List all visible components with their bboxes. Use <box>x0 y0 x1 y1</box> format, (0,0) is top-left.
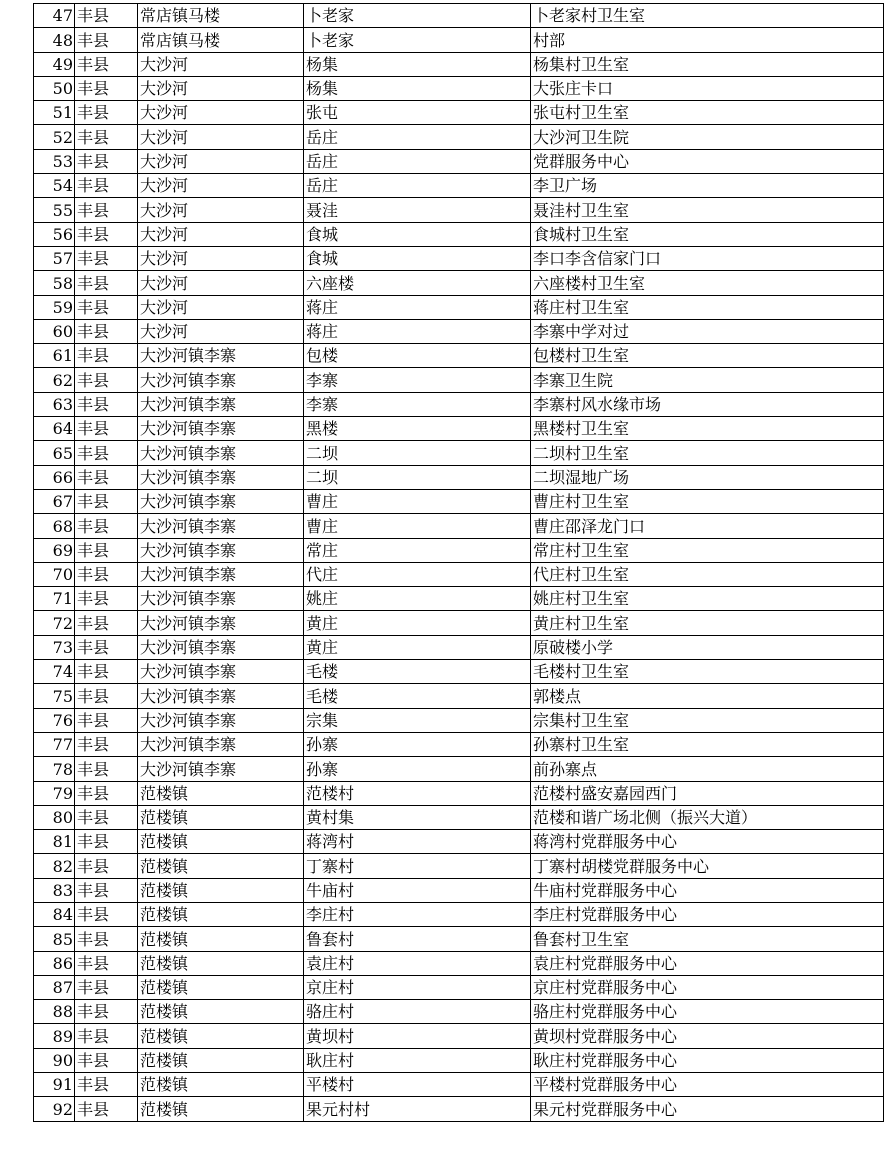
site-cell: 姚庄村卫生室 <box>531 587 884 611</box>
table-row <box>34 101 884 125</box>
table-row <box>34 1073 884 1097</box>
row-number: 75 <box>34 684 75 708</box>
site-cell: 李寨中学对过 <box>531 319 884 343</box>
table-row <box>34 4 884 28</box>
town-cell: 大沙河 <box>138 149 304 173</box>
county-cell: 丰县 <box>75 28 138 52</box>
row-number: 69 <box>34 538 75 562</box>
county-cell: 丰县 <box>75 198 138 222</box>
town-cell: 范楼镇 <box>138 781 304 805</box>
site-cell: 曹庄村卫生室 <box>531 489 884 513</box>
county-cell: 丰县 <box>75 684 138 708</box>
table-row <box>34 902 884 926</box>
town-cell: 范楼镇 <box>138 1048 304 1072</box>
village-cell: 二坝 <box>304 441 531 465</box>
county-cell: 丰县 <box>75 1024 138 1048</box>
village-cell: 黑楼 <box>304 417 531 441</box>
town-cell: 大沙河镇李寨 <box>138 757 304 781</box>
table-row <box>34 1024 884 1048</box>
site-cell: 二坝村卫生室 <box>531 441 884 465</box>
row-number: 77 <box>34 732 75 756</box>
table-row <box>34 611 884 635</box>
village-cell: 蒋湾村 <box>304 830 531 854</box>
village-cell: 食城 <box>304 246 531 270</box>
table-row <box>34 246 884 270</box>
row-number: 52 <box>34 125 75 149</box>
table-row <box>34 708 884 732</box>
site-cell: 二坝湿地广场 <box>531 465 884 489</box>
row-number: 64 <box>34 417 75 441</box>
row-number: 83 <box>34 878 75 902</box>
site-cell: 平楼村党群服务中心 <box>531 1073 884 1097</box>
village-cell: 李庄村 <box>304 902 531 926</box>
row-number: 72 <box>34 611 75 635</box>
table-row <box>34 854 884 878</box>
county-cell: 丰县 <box>75 757 138 781</box>
village-cell: 黄村集 <box>304 805 531 829</box>
county-cell: 丰县 <box>75 52 138 76</box>
village-cell: 李寨 <box>304 368 531 392</box>
table-row <box>34 975 884 999</box>
village-cell: 岳庄 <box>304 125 531 149</box>
site-cell: 丁寨村胡楼党群服务中心 <box>531 854 884 878</box>
village-cell: 京庄村 <box>304 975 531 999</box>
table-row <box>34 1097 884 1121</box>
county-cell: 丰县 <box>75 514 138 538</box>
village-cell: 曹庄 <box>304 489 531 513</box>
row-number: 66 <box>34 465 75 489</box>
row-number: 85 <box>34 927 75 951</box>
site-cell: 果元村党群服务中心 <box>531 1097 884 1121</box>
county-cell: 丰县 <box>75 660 138 684</box>
row-number: 50 <box>34 76 75 100</box>
county-cell: 丰县 <box>75 781 138 805</box>
county-cell: 丰县 <box>75 805 138 829</box>
sampling-site-table <box>33 3 884 1122</box>
row-number: 92 <box>34 1097 75 1121</box>
town-cell: 大沙河 <box>138 222 304 246</box>
town-cell: 大沙河镇李寨 <box>138 611 304 635</box>
site-cell: 党群服务中心 <box>531 149 884 173</box>
county-cell: 丰县 <box>75 975 138 999</box>
table-row <box>34 805 884 829</box>
county-cell: 丰县 <box>75 319 138 343</box>
village-cell: 孙寨 <box>304 732 531 756</box>
town-cell: 范楼镇 <box>138 1097 304 1121</box>
site-cell: 李卫广场 <box>531 174 884 198</box>
town-cell: 大沙河 <box>138 271 304 295</box>
row-number: 70 <box>34 562 75 586</box>
row-number: 47 <box>34 4 75 28</box>
table-row <box>34 222 884 246</box>
site-cell: 鲁套村卫生室 <box>531 927 884 951</box>
county-cell: 丰县 <box>75 562 138 586</box>
village-cell: 毛楼 <box>304 684 531 708</box>
site-cell: 常庄村卫生室 <box>531 538 884 562</box>
table-row <box>34 28 884 52</box>
table-row <box>34 927 884 951</box>
table-row <box>34 1000 884 1024</box>
county-cell: 丰县 <box>75 271 138 295</box>
town-cell: 范楼镇 <box>138 830 304 854</box>
row-number: 76 <box>34 708 75 732</box>
county-cell: 丰县 <box>75 611 138 635</box>
site-cell: 袁庄村党群服务中心 <box>531 951 884 975</box>
village-cell: 黄坝村 <box>304 1024 531 1048</box>
row-number: 82 <box>34 854 75 878</box>
village-cell: 黄庄 <box>304 611 531 635</box>
site-cell: 毛楼村卫生室 <box>531 660 884 684</box>
site-cell: 蒋庄村卫生室 <box>531 295 884 319</box>
site-cell: 京庄村党群服务中心 <box>531 975 884 999</box>
table-row <box>34 635 884 659</box>
row-number: 57 <box>34 246 75 270</box>
village-cell: 牛庙村 <box>304 878 531 902</box>
village-cell: 骆庄村 <box>304 1000 531 1024</box>
row-number: 67 <box>34 489 75 513</box>
town-cell: 大沙河镇李寨 <box>138 684 304 708</box>
table-row <box>34 732 884 756</box>
county-cell: 丰县 <box>75 854 138 878</box>
town-cell: 大沙河镇李寨 <box>138 708 304 732</box>
village-cell: 袁庄村 <box>304 951 531 975</box>
county-cell: 丰县 <box>75 1048 138 1072</box>
row-number: 65 <box>34 441 75 465</box>
village-cell: 曹庄 <box>304 514 531 538</box>
site-cell: 范楼村盛安嘉园西门 <box>531 781 884 805</box>
county-cell: 丰县 <box>75 587 138 611</box>
town-cell: 大沙河 <box>138 319 304 343</box>
table-row <box>34 951 884 975</box>
table-row <box>34 417 884 441</box>
table-row <box>34 392 884 416</box>
site-cell: 六座楼村卫生室 <box>531 271 884 295</box>
site-cell: 曹庄邵泽龙门口 <box>531 514 884 538</box>
village-cell: 蒋庄 <box>304 319 531 343</box>
table-row <box>34 489 884 513</box>
row-number: 68 <box>34 514 75 538</box>
county-cell: 丰县 <box>75 830 138 854</box>
village-cell: 黄庄 <box>304 635 531 659</box>
site-cell: 宗集村卫生室 <box>531 708 884 732</box>
row-number: 80 <box>34 805 75 829</box>
table-row <box>34 830 884 854</box>
town-cell: 大沙河镇李寨 <box>138 732 304 756</box>
row-number: 81 <box>34 830 75 854</box>
village-cell: 杨集 <box>304 76 531 100</box>
town-cell: 大沙河镇李寨 <box>138 392 304 416</box>
town-cell: 大沙河 <box>138 101 304 125</box>
table-row <box>34 149 884 173</box>
row-number: 58 <box>34 271 75 295</box>
county-cell: 丰县 <box>75 174 138 198</box>
site-cell: 李寨卫生院 <box>531 368 884 392</box>
town-cell: 范楼镇 <box>138 1000 304 1024</box>
row-number: 59 <box>34 295 75 319</box>
row-number: 53 <box>34 149 75 173</box>
table-row <box>34 76 884 100</box>
town-cell: 大沙河镇李寨 <box>138 465 304 489</box>
town-cell: 大沙河镇李寨 <box>138 538 304 562</box>
town-cell: 大沙河镇李寨 <box>138 514 304 538</box>
site-cell: 大沙河卫生院 <box>531 125 884 149</box>
county-cell: 丰县 <box>75 246 138 270</box>
village-cell: 食城 <box>304 222 531 246</box>
village-cell: 孙寨 <box>304 757 531 781</box>
table-row <box>34 198 884 222</box>
county-cell: 丰县 <box>75 902 138 926</box>
table-row <box>34 344 884 368</box>
site-cell: 村部 <box>531 28 884 52</box>
county-cell: 丰县 <box>75 489 138 513</box>
town-cell: 大沙河 <box>138 125 304 149</box>
village-cell: 蒋庄 <box>304 295 531 319</box>
town-cell: 大沙河镇李寨 <box>138 344 304 368</box>
town-cell: 范楼镇 <box>138 951 304 975</box>
town-cell: 大沙河镇李寨 <box>138 441 304 465</box>
county-cell: 丰县 <box>75 878 138 902</box>
county-cell: 丰县 <box>75 441 138 465</box>
row-number: 51 <box>34 101 75 125</box>
table-row <box>34 368 884 392</box>
village-cell: 姚庄 <box>304 587 531 611</box>
site-cell: 杨集村卫生室 <box>531 52 884 76</box>
county-cell: 丰县 <box>75 149 138 173</box>
county-cell: 丰县 <box>75 222 138 246</box>
county-cell: 丰县 <box>75 708 138 732</box>
site-cell: 包楼村卫生室 <box>531 344 884 368</box>
village-cell: 卜老家 <box>304 4 531 28</box>
row-number: 48 <box>34 28 75 52</box>
row-number: 84 <box>34 902 75 926</box>
table-row <box>34 125 884 149</box>
village-cell: 宗集 <box>304 708 531 732</box>
site-cell: 牛庙村党群服务中心 <box>531 878 884 902</box>
village-cell: 耿庄村 <box>304 1048 531 1072</box>
town-cell: 常店镇马楼 <box>138 28 304 52</box>
row-number: 56 <box>34 222 75 246</box>
site-cell: 孙寨村卫生室 <box>531 732 884 756</box>
row-number: 63 <box>34 392 75 416</box>
table-row <box>34 295 884 319</box>
town-cell: 大沙河 <box>138 246 304 270</box>
town-cell: 大沙河镇李寨 <box>138 417 304 441</box>
county-cell: 丰县 <box>75 635 138 659</box>
town-cell: 范楼镇 <box>138 927 304 951</box>
table-row <box>34 441 884 465</box>
county-cell: 丰县 <box>75 101 138 125</box>
site-cell: 代庄村卫生室 <box>531 562 884 586</box>
site-cell: 黑楼村卫生室 <box>531 417 884 441</box>
village-cell: 杨集 <box>304 52 531 76</box>
town-cell: 大沙河 <box>138 174 304 198</box>
table-row <box>34 271 884 295</box>
row-number: 89 <box>34 1024 75 1048</box>
row-number: 54 <box>34 174 75 198</box>
row-number: 62 <box>34 368 75 392</box>
row-number: 78 <box>34 757 75 781</box>
village-cell: 丁寨村 <box>304 854 531 878</box>
county-cell: 丰县 <box>75 538 138 562</box>
site-cell: 耿庄村党群服务中心 <box>531 1048 884 1072</box>
town-cell: 大沙河镇李寨 <box>138 562 304 586</box>
village-cell: 李寨 <box>304 392 531 416</box>
town-cell: 大沙河 <box>138 198 304 222</box>
site-cell: 黄坝村党群服务中心 <box>531 1024 884 1048</box>
town-cell: 大沙河 <box>138 76 304 100</box>
village-cell: 鲁套村 <box>304 927 531 951</box>
table-row <box>34 1048 884 1072</box>
table-row <box>34 52 884 76</box>
village-cell: 聂洼 <box>304 198 531 222</box>
county-cell: 丰县 <box>75 1097 138 1121</box>
town-cell: 大沙河镇李寨 <box>138 635 304 659</box>
row-number: 88 <box>34 1000 75 1024</box>
table-row <box>34 174 884 198</box>
village-cell: 果元村村 <box>304 1097 531 1121</box>
row-number: 87 <box>34 975 75 999</box>
village-cell: 包楼 <box>304 344 531 368</box>
town-cell: 范楼镇 <box>138 878 304 902</box>
table-row <box>34 587 884 611</box>
county-cell: 丰县 <box>75 76 138 100</box>
village-cell: 六座楼 <box>304 271 531 295</box>
row-number: 79 <box>34 781 75 805</box>
county-cell: 丰县 <box>75 951 138 975</box>
town-cell: 常店镇马楼 <box>138 4 304 28</box>
county-cell: 丰县 <box>75 732 138 756</box>
town-cell: 大沙河 <box>138 52 304 76</box>
town-cell: 大沙河镇李寨 <box>138 489 304 513</box>
site-cell: 骆庄村党群服务中心 <box>531 1000 884 1024</box>
row-number: 90 <box>34 1048 75 1072</box>
site-cell: 大张庄卡口 <box>531 76 884 100</box>
table-row <box>34 465 884 489</box>
table-row <box>34 660 884 684</box>
site-cell: 卜老家村卫生室 <box>531 4 884 28</box>
site-cell: 李口李含信家门口 <box>531 246 884 270</box>
row-number: 74 <box>34 660 75 684</box>
site-cell: 郭楼点 <box>531 684 884 708</box>
village-cell: 代庄 <box>304 562 531 586</box>
village-cell: 二坝 <box>304 465 531 489</box>
row-number: 73 <box>34 635 75 659</box>
village-cell: 平楼村 <box>304 1073 531 1097</box>
village-cell: 岳庄 <box>304 174 531 198</box>
town-cell: 范楼镇 <box>138 975 304 999</box>
town-cell: 大沙河镇李寨 <box>138 660 304 684</box>
county-cell: 丰县 <box>75 392 138 416</box>
village-cell: 卜老家 <box>304 28 531 52</box>
county-cell: 丰县 <box>75 927 138 951</box>
village-cell: 岳庄 <box>304 149 531 173</box>
table-row <box>34 514 884 538</box>
table-row <box>34 562 884 586</box>
county-cell: 丰县 <box>75 465 138 489</box>
table-row <box>34 757 884 781</box>
village-cell: 范楼村 <box>304 781 531 805</box>
site-cell: 蒋湾村党群服务中心 <box>531 830 884 854</box>
county-cell: 丰县 <box>75 4 138 28</box>
site-cell: 食城村卫生室 <box>531 222 884 246</box>
town-cell: 大沙河镇李寨 <box>138 587 304 611</box>
village-cell: 张屯 <box>304 101 531 125</box>
site-cell: 前孙寨点 <box>531 757 884 781</box>
town-cell: 范楼镇 <box>138 1073 304 1097</box>
town-cell: 范楼镇 <box>138 805 304 829</box>
county-cell: 丰县 <box>75 417 138 441</box>
site-cell: 范楼和谐广场北侧（振兴大道） <box>531 805 884 829</box>
site-cell: 李庄村党群服务中心 <box>531 902 884 926</box>
site-cell: 聂洼村卫生室 <box>531 198 884 222</box>
row-number: 61 <box>34 344 75 368</box>
county-cell: 丰县 <box>75 1073 138 1097</box>
site-cell: 李寨村风水缘市场 <box>531 392 884 416</box>
row-number: 71 <box>34 587 75 611</box>
table-row <box>34 781 884 805</box>
village-cell: 常庄 <box>304 538 531 562</box>
row-number: 55 <box>34 198 75 222</box>
county-cell: 丰县 <box>75 344 138 368</box>
town-cell: 范楼镇 <box>138 854 304 878</box>
town-cell: 大沙河 <box>138 295 304 319</box>
site-cell: 黄庄村卫生室 <box>531 611 884 635</box>
site-cell: 张屯村卫生室 <box>531 101 884 125</box>
row-number: 49 <box>34 52 75 76</box>
row-number: 91 <box>34 1073 75 1097</box>
table-row <box>34 319 884 343</box>
town-cell: 范楼镇 <box>138 902 304 926</box>
row-number: 60 <box>34 319 75 343</box>
table-row <box>34 878 884 902</box>
county-cell: 丰县 <box>75 1000 138 1024</box>
table-row <box>34 684 884 708</box>
county-cell: 丰县 <box>75 368 138 392</box>
town-cell: 大沙河镇李寨 <box>138 368 304 392</box>
county-cell: 丰县 <box>75 125 138 149</box>
table-row <box>34 538 884 562</box>
town-cell: 范楼镇 <box>138 1024 304 1048</box>
site-cell: 原破楼小学 <box>531 635 884 659</box>
row-number: 86 <box>34 951 75 975</box>
village-cell: 毛楼 <box>304 660 531 684</box>
table-body <box>34 4 884 1122</box>
county-cell: 丰县 <box>75 295 138 319</box>
